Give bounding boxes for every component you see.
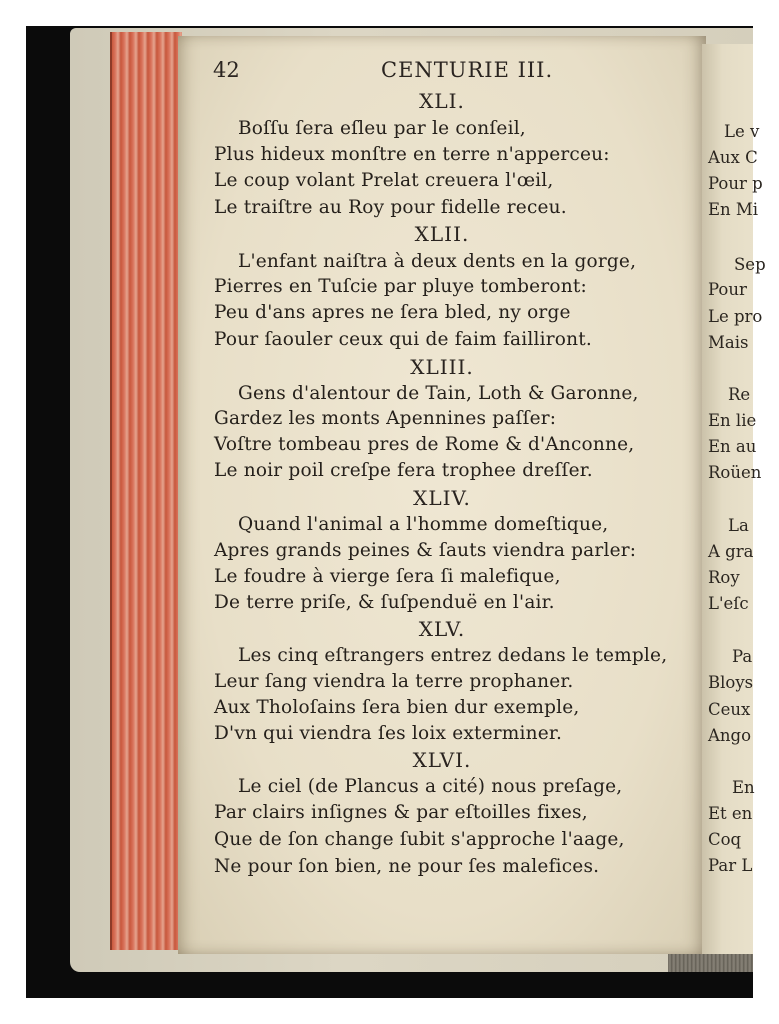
facing-page-fragment: Le pro bbox=[708, 307, 763, 326]
verse-line: Voſtre tombeau pres de Rome & d'Anconne, bbox=[214, 434, 635, 455]
verse-line: Le coup volant Prelat creuera l'œil, bbox=[214, 170, 554, 191]
facing-page-fragment: En au bbox=[708, 437, 757, 456]
facing-page-fragment: Pour bbox=[708, 280, 747, 299]
facing-page-fragment: Pour p bbox=[708, 174, 763, 193]
facing-page-fragment: Coq bbox=[708, 830, 742, 849]
quatrain-number: XLIV. bbox=[413, 486, 471, 510]
facing-page-fragment: Mais bbox=[708, 333, 749, 352]
facing-page-fragment: Roüen bbox=[708, 463, 762, 482]
verse-line: Que de ſon change ſubit s'approche l'aage, bbox=[214, 829, 625, 850]
facing-page-fragment: Aux C bbox=[708, 148, 758, 167]
verse-line: Apres grands peines & ſauts viendra parler: bbox=[214, 540, 637, 561]
facing-page-fragment: Ango bbox=[708, 726, 752, 745]
book-bottom-edge bbox=[668, 954, 753, 972]
page-header bbox=[213, 58, 673, 86]
facing-page-fragment: En lie bbox=[708, 411, 757, 430]
facing-page-fragment: A gra bbox=[708, 542, 754, 561]
verse-line: Le foudre à vierge ſera ſi malefique, bbox=[214, 566, 561, 587]
verse-line: Les cinq eſtrangers entrez dedans le temple, bbox=[238, 645, 668, 666]
verse-line: Aux Tholoſains ſera bien dur exemple, bbox=[214, 697, 580, 718]
quatrain-number: XLII. bbox=[414, 222, 470, 246]
verse-line: Pierres en Tuſcie par pluye tomberont: bbox=[214, 276, 587, 297]
verse-line: D'vn qui viendra ſes loix exterminer. bbox=[214, 723, 563, 744]
verse-line: De terre priſe, & ſuſpenduë en l'air. bbox=[214, 592, 555, 613]
verse-line: Pour ſaouler ceux qui de faim failliront. bbox=[214, 329, 592, 350]
facing-page-fragment: Pa bbox=[732, 647, 753, 666]
facing-page-fragment: Roy bbox=[708, 568, 740, 587]
running-title: CENTURIE III. bbox=[381, 58, 554, 82]
facing-page-fragment: Le v bbox=[724, 122, 760, 141]
verse-line: Plus hideux monſtre en terre n'apperceu: bbox=[214, 144, 610, 165]
facing-page-fragment: L'eſc bbox=[708, 594, 749, 613]
facing-page-fragment: Re bbox=[728, 385, 751, 404]
facing-page-fragment: Bloys bbox=[708, 673, 754, 692]
verse-line: Le traiſtre au Roy pour fidelle receu. bbox=[214, 197, 567, 218]
quatrain-number: XLIII. bbox=[410, 355, 474, 379]
verse-line: Peu d'ans apres ne ſera bled, ny orge bbox=[214, 302, 571, 323]
page-edges bbox=[110, 32, 182, 950]
facing-page-fragment: Et en bbox=[708, 804, 753, 823]
verse-line: Ne pour ſon bien, ne pour ſes malefices. bbox=[214, 856, 600, 877]
facing-page-fragment: Ceux bbox=[708, 700, 751, 719]
verse-line: Le noir poil creſpe fera trophee dreſſer. bbox=[214, 460, 593, 481]
facing-page-fragment: Par L bbox=[708, 856, 753, 875]
verse-line: Quand l'animal a l'homme domeſtique, bbox=[238, 514, 609, 535]
verse-line: Par clairs inſignes & par eſtoilles fixes, bbox=[214, 802, 588, 823]
verse-line: Le ciel (de Plancus a cité) nous preſage, bbox=[238, 776, 623, 797]
quatrain-number: XLVI. bbox=[412, 748, 472, 772]
verse-line: Leur ſang viendra la terre prophaner. bbox=[214, 671, 574, 692]
verse-line: Gens d'alentour de Tain, Loth & Garonne, bbox=[238, 383, 639, 404]
facing-page-fragment: En bbox=[732, 778, 755, 797]
facing-page bbox=[702, 44, 766, 954]
verse-line: Boſſu ſera eſleu par le conſeil, bbox=[238, 118, 526, 139]
facing-page-fragment: En Mi bbox=[708, 200, 759, 219]
quatrain-number: XLV. bbox=[418, 617, 466, 641]
page-number: 42 bbox=[213, 58, 240, 82]
facing-page-fragment: Sep bbox=[734, 255, 766, 274]
verse-line: L'enfant naiſtra à deux dents en la gorge, bbox=[238, 251, 637, 272]
facing-page-fragment: La bbox=[728, 516, 749, 535]
verse-line: Gardez les monts Apennines paſſer: bbox=[214, 408, 557, 429]
quatrain-number: XLI. bbox=[419, 89, 465, 113]
